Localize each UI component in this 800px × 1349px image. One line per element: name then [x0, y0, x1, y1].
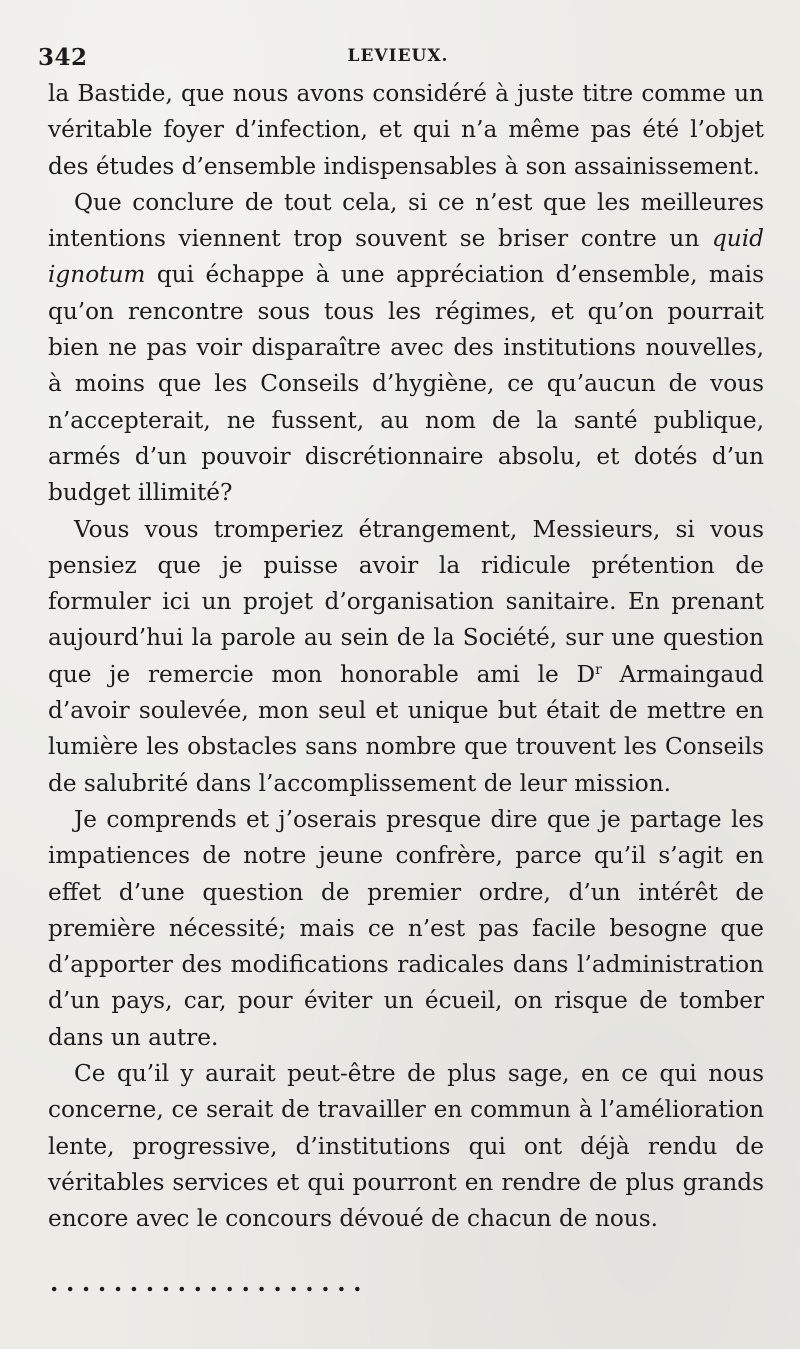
- paragraph-2-italic-phrase: quid ignotum: [48, 225, 764, 289]
- paragraph-3: [48, 512, 764, 802]
- paragraph-1-text: la Bastide, que nous avons considéré à juste titre comme un véritable foyer d’infection, et qui n’a même pas été l’objet des études d’ensemble indispensables à son assainissement.: [48, 80, 764, 180]
- running-title: LEVIEUX.: [347, 46, 449, 66]
- paragraph-2-text-after: qui échappe à une appréciation d’ensemble, mais qu’on rencontre sous tous les régimes, et qu’on pourrait bien ne pas voir disparaître avec des institutions nouvelles, à moins que les Conseils d’hygiène, ce qu’aucun de vous n’accepterait, ne fussent, au nom de la santé publique, armés d’un pouvoir discrétionnaire absolu, et dotés d’un budget illimité?: [48, 261, 764, 507]
- paragraph-1: [48, 76, 764, 185]
- paragraph-5-text: Ce qu’il y aurait peut-être de plus sage, en ce qui nous concerne, ce serait de travailler en commun à l’amélioration lente, progressive, d’institutions qui ont déjà rendu de véritables services et qui pourront en rendre de plus grands encore avec le concours dévoué de chacun de nous.: [48, 1060, 764, 1233]
- paragraph-4-text: Je comprends et j’oserais presque dire que je partage les impatiences de notre jeune confrère, parce qu’il s’agit en effet d’une question de premier ordre, d’un intérêt de première nécessité; mais ce n’est pas facile besogne que d’apporter des modifications radicales dans l’administration d’un pays, car, pour éviter un écueil, on risque de tomber dans un autre.: [48, 805, 764, 1051]
- page-number: 342: [38, 44, 88, 71]
- paragraph-2-text-before: Que conclure de tout cela, si ce n’est que les meilleures intentions viennent trop souvent se briser contre un: [48, 188, 764, 253]
- paragraph-5: [48, 1056, 764, 1237]
- paragraph-2: [48, 185, 764, 512]
- ellipsis-rule: ....................: [50, 1268, 370, 1297]
- running-head: [38, 40, 758, 80]
- paragraph-3-text-after: Armaingaud d’avoir soulevée, mon seul et unique but était de mettre en lumière les obstacles sans nombre que trouvent les Conseils de salubrité dans l’accomplissement de leur mission.: [48, 660, 764, 797]
- body-text: [48, 76, 764, 1238]
- paragraph-3-text-before: Vous vous tromperiez étrangement, Messieurs, si vous pensiez que je puisse avoir la ridicule prétention de formuler ici un projet d’organisation sanitaire. En prenant aujourd’hui la parole au sein de la Société, sur une question que je remercie mon honorable ami le D: [48, 515, 764, 688]
- paragraph-3-superscript: r: [595, 661, 602, 678]
- paragraph-4: [48, 802, 764, 1056]
